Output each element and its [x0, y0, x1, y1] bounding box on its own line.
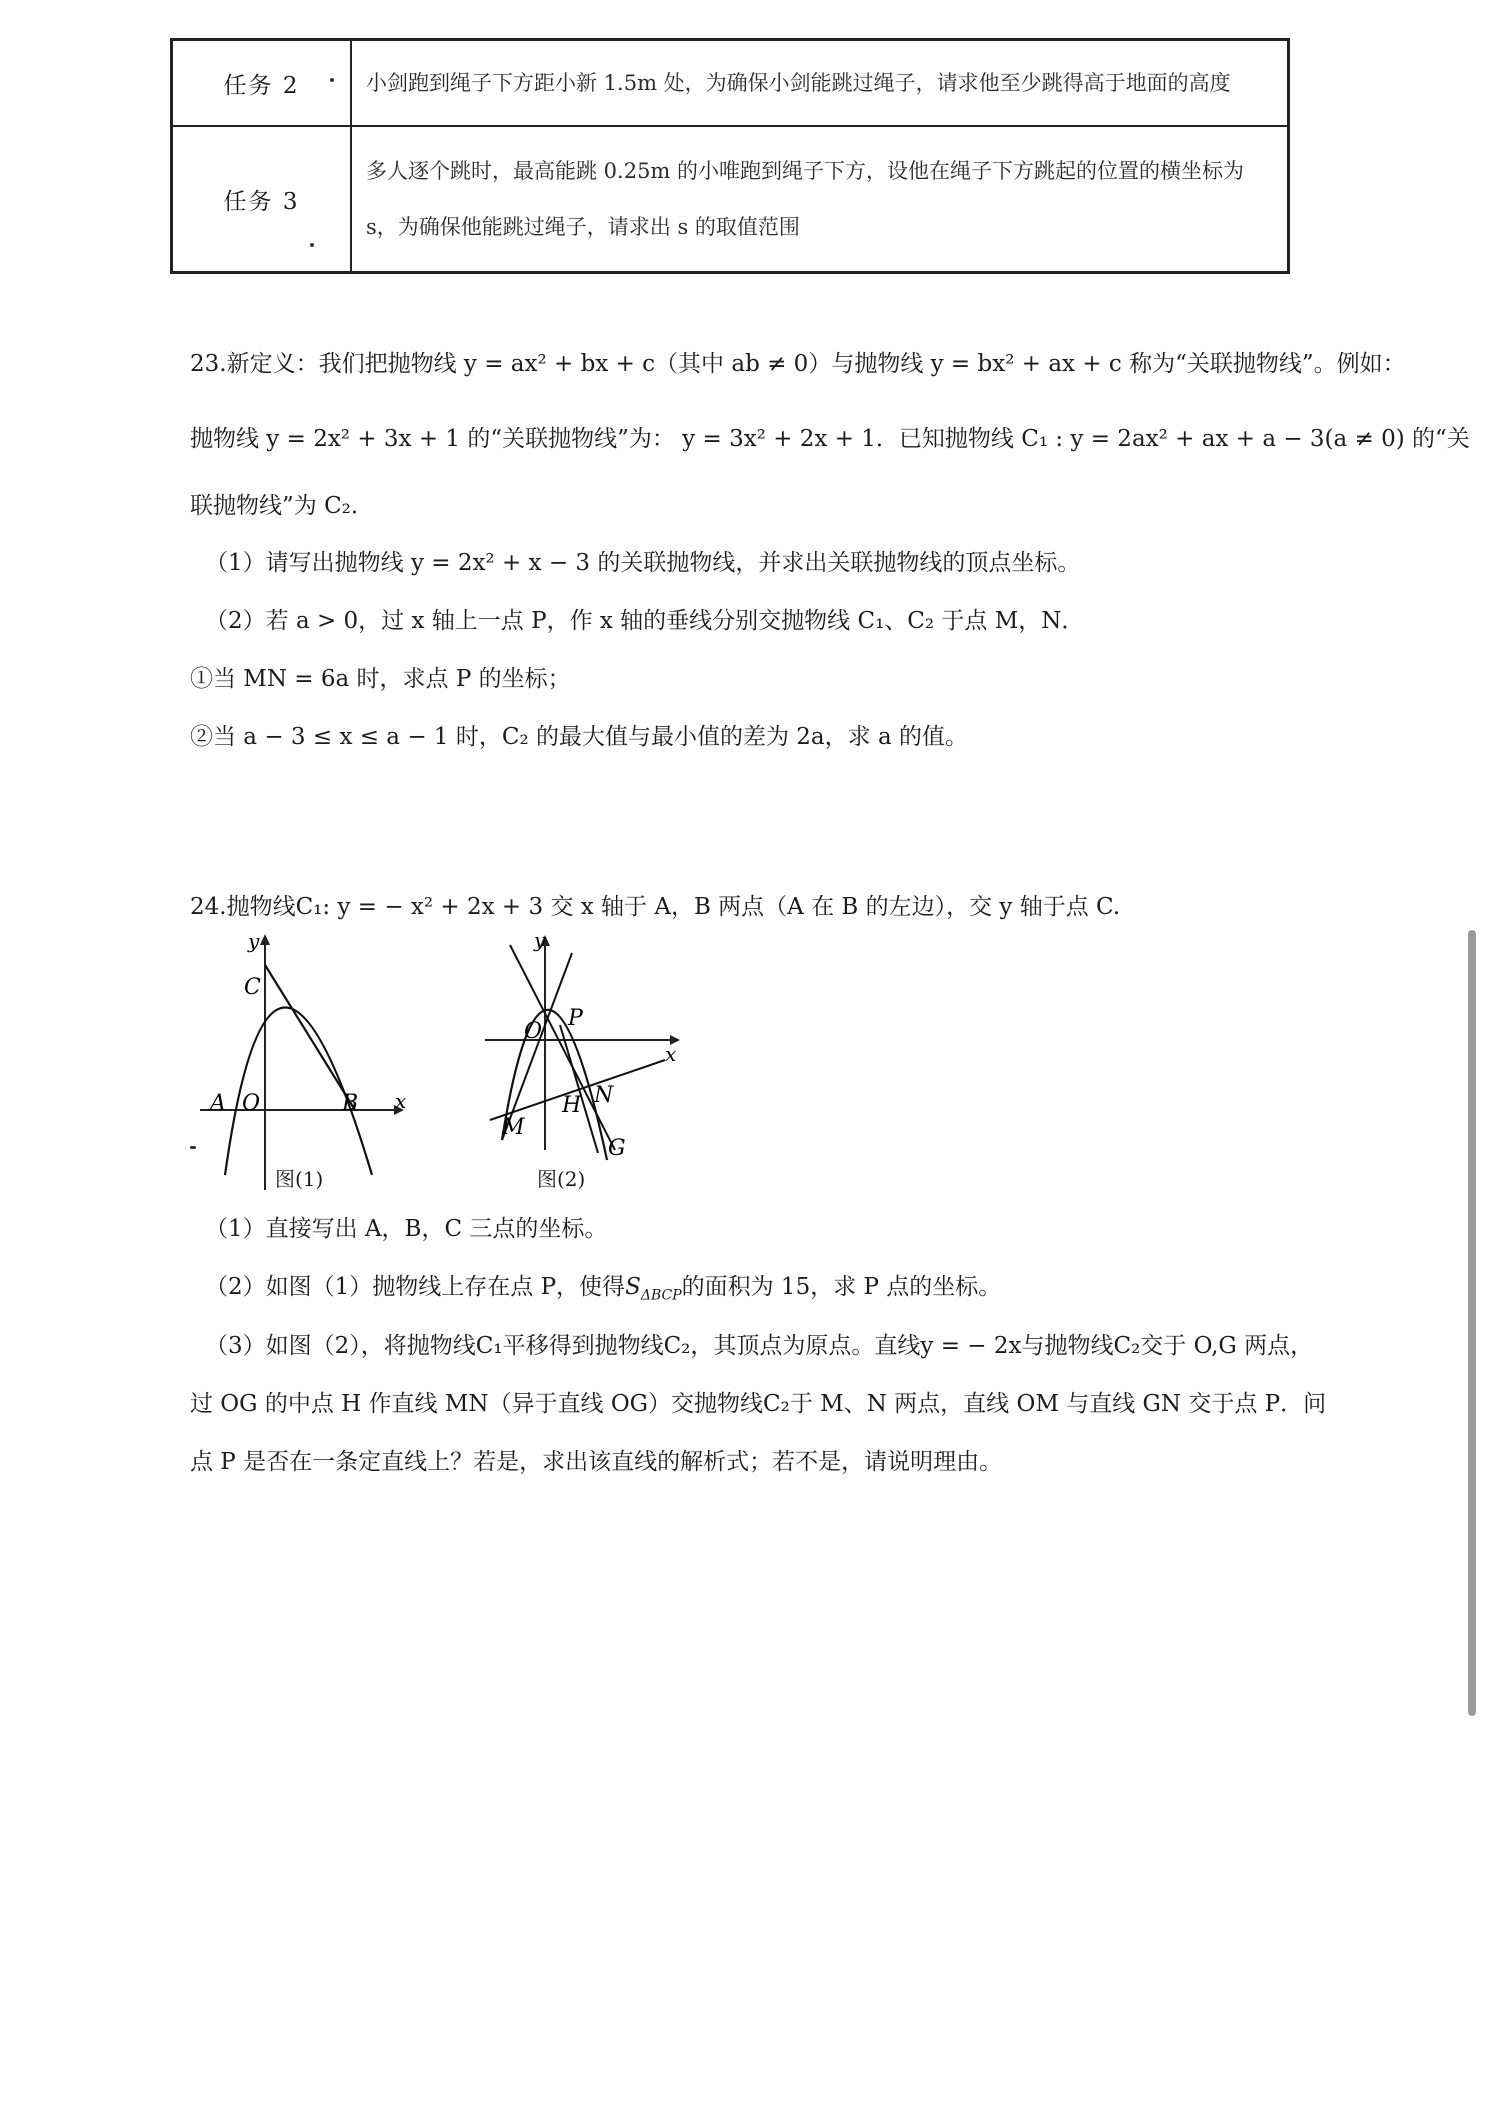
fig1-label-a: A [210, 1091, 226, 1116]
q23-part2: （2）若 a > 0，过 x 轴上一点 P，作 x 轴的垂线分别交抛物线 C₁、C₂ 于点 M，N． [205, 608, 1085, 634]
fig1-label-c: C [244, 975, 261, 1000]
q23-line2: 抛物线 y = 2x² + 3x + 1 的“关联抛物线”为： y = 3x² + 2x + 1．已知抛物线 C₁ : y = 2ax² + ax + a − 3(a ≠ 0) 的“关 [190, 426, 1470, 452]
q24-part1: （1）直接写出 A，B，C 三点的坐标。 [205, 1216, 608, 1242]
fig2-label-h: H [562, 1093, 582, 1118]
q23-sub1: ①当 MN = 6a 时，求点 P 的坐标； [190, 666, 571, 692]
figure-1-caption: 图(1) [275, 1167, 324, 1191]
task-3-label: 任务 3 [172, 126, 352, 273]
q24-stem: 24.抛物线C₁: y = − x² + 2x + 3 交 x 轴于 A，B 两点（A 在 B 的左边），交 y 轴于点 C. [190, 894, 1121, 920]
q24-part2-area-symbol: S [625, 1274, 641, 1300]
task-2-text: 小剑跑到绳子下方距小新 1.5m 处，为确保小剑能跳过绳子，请求他至少跳得高于地面的高度 [351, 40, 1289, 127]
scan-speck [310, 243, 314, 247]
task-table [170, 38, 1290, 274]
fig1-segment-cb [265, 965, 355, 1110]
fig2-line-gn [560, 1025, 598, 1153]
task-row-2 [172, 40, 1289, 127]
task-row-3 [172, 126, 1289, 273]
figure-2 [480, 925, 700, 1165]
figure-2-caption: 图(2) [537, 1167, 586, 1191]
fig1-label-x: x [395, 1089, 407, 1113]
q24-part3-line1: （3）如图（2），将抛物线C₁平移得到抛物线C₂，其顶点为原点。直线y = − 2x与抛物线C₂交于 O,G 两点， [205, 1333, 1314, 1359]
figure-1-graph [190, 930, 420, 1200]
fig2-label-m: M [502, 1115, 525, 1140]
fig2-label-o: O [524, 1019, 543, 1044]
q24-part2-text-a: （2）如图（1）抛物线上存在点 P，使得 [205, 1274, 626, 1300]
figure-2-graph [480, 925, 700, 1165]
task-3-text-line2: s，为确保他能跳过绳子，请求出 s 的取值范围 [366, 215, 800, 239]
fig2-label-y: y [534, 928, 546, 952]
figure-1 [190, 930, 420, 1200]
q23-line1: 23.新定义：我们把抛物线 y = ax² + bx + c（其中 ab ≠ 0）与抛物线 y = bx² + ax + c 称为“关联抛物线”。例如： [190, 351, 1406, 377]
scan-speck [330, 78, 334, 82]
q23-line3: 联抛物线”为 C₂． [190, 493, 374, 519]
q24-part2 [205, 1268, 1001, 1304]
q24-part2-area-subscript: ΔBCP [640, 1287, 682, 1304]
fig1-label-o: O [242, 1091, 261, 1116]
fig1-y-arrow [260, 934, 270, 945]
q24-part3-line2: 过 OG 的中点 H 作直线 MN（异于直线 OG）交抛物线C₂于 M、N 两点，直线 OM 与直线 GN 交于点 P．问 [190, 1391, 1327, 1417]
fig2-label-g: G [608, 1136, 626, 1161]
q24-part3-line3: 点 P 是否在一条定直线上？若是，求出该直线的解析式；若不是，请说明理由。 [190, 1449, 1003, 1475]
scan-speck [190, 1146, 196, 1149]
vertical-scrollbar[interactable] [1468, 930, 1476, 1716]
task-3-text-line1: 多人逐个跳时，最高能跳 0.25m 的小唯跑到绳子下方，设他在绳子下方跳起的位置的横坐标为 [366, 159, 1245, 183]
fig2-label-n: N [594, 1083, 614, 1108]
task-2-label: 任务 2 [172, 40, 352, 127]
task-3-text [351, 126, 1289, 273]
q23-part1: （1）请写出抛物线 y = 2x² + x − 3 的关联抛物线，并求出关联抛物线的顶点坐标。 [205, 550, 1081, 576]
q23-sub2: ②当 a − 3 ≤ x ≤ a − 1 时，C₂ 的最大值与最小值的差为 2a，求 a 的值。 [190, 724, 968, 750]
fig1-label-y: y [248, 930, 260, 953]
q24-part2-text-b: 的面积为 15，求 P 点的坐标。 [681, 1274, 1002, 1300]
fig2-label-x: x [665, 1042, 677, 1066]
fig1-label-b: B [342, 1091, 359, 1116]
fig2-label-p: P [568, 1006, 583, 1031]
